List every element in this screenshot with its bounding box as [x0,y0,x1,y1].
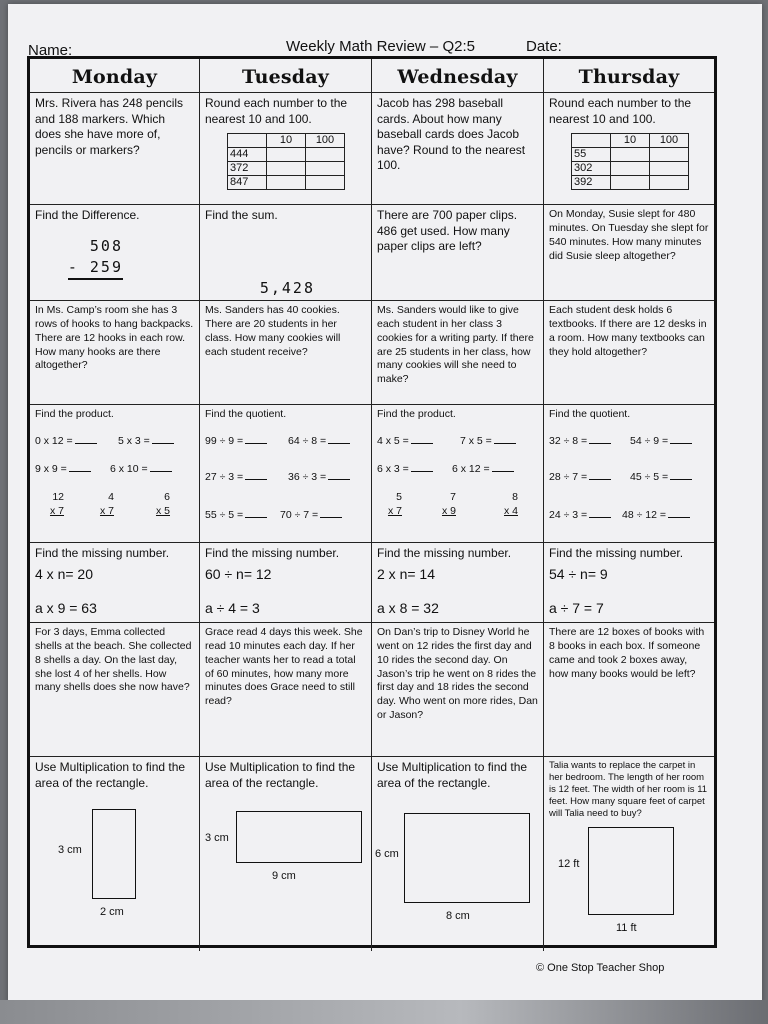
fact: 32 ÷ 8 = [549,435,588,447]
day-header-tuesday: Tuesday [200,59,372,93]
addition-problem [205,236,315,301]
answer-blank[interactable] [150,471,172,472]
answer-blank[interactable] [494,443,516,444]
problem-mon-2 [30,205,200,301]
missing-tue [200,543,372,623]
rectangle-figure [404,813,530,903]
equation: a x 8 = 32 [377,600,439,616]
table-row-label: 302 [572,162,611,176]
day-header-monday: Monday [30,59,200,93]
fact: 24 ÷ 3 = [549,509,588,521]
table-row-label: 55 [572,148,611,162]
copyright-footer: © One Stop Teacher Shop [536,962,665,974]
answer-blank[interactable] [245,443,267,444]
area-thu [544,757,714,951]
name-label: Name: [28,42,73,59]
problem-text: Grace read 4 days this week. She read 10 minutes each day. If her teacher wants her to read a total of 60 minutes, how many more minutes does Grace need to still read? [205,626,363,708]
problem-mon-6 [30,623,200,757]
problem-text: Find the sum. [205,208,278,222]
fact: 6 x 12 = [452,463,490,475]
fact: 54 ÷ 9 = [630,435,669,447]
table-header: 100 [650,134,689,148]
fact: 55 ÷ 5 = [205,509,244,521]
fact-line [35,463,91,477]
problem-text: There are 700 paper clips. 486 get used. How many paper clips are left? [377,208,518,254]
problem-text: Find the missing number. [205,546,340,560]
answer-cell[interactable] [306,148,345,162]
answer-cell[interactable] [650,176,689,190]
side-length-label: 12 ft [558,858,580,870]
fact-line [630,471,692,485]
answer-cell[interactable] [611,176,650,190]
problem-text: Find the missing number. [377,546,512,560]
subtrahend: - 259 [68,257,123,280]
answer-cell[interactable] [306,162,345,176]
answer-blank[interactable] [589,517,611,518]
problem-text: Round each number to the nearest 10 and 100. [205,96,348,126]
facts-thu [544,405,714,543]
problem-text: Use Multiplication to find the area of the rectangle. [205,760,356,790]
factor: x 7 [99,505,114,518]
fact-line [622,509,690,523]
rectangle-figure [236,811,362,863]
fact: 64 ÷ 8 = [288,435,327,447]
side-length-label: 3 cm [205,832,229,844]
equation: a ÷ 4 = 3 [205,600,260,616]
table-row-label: 392 [572,176,611,190]
table-header: 10 [611,134,650,148]
missing-wed [372,543,544,623]
answer-blank[interactable] [69,471,91,472]
problem-wed-1 [372,93,544,205]
fact-line [549,471,611,485]
fact: 9 x 9 = [35,463,67,475]
table-row-label: 372 [228,162,267,176]
answer-cell[interactable] [650,148,689,162]
rounding-table [227,133,345,190]
problem-text: Find the missing number. [549,546,684,560]
fact: 4 x 5 = [377,435,409,447]
answer-cell[interactable] [650,162,689,176]
fact-line [549,509,611,523]
area-tue [200,757,372,951]
stacked-fact [498,490,518,518]
fact: 70 ÷ 7 = [280,509,319,521]
fact-line [549,435,611,449]
problem-wed-2 [372,205,544,301]
equation: 54 ÷ n= 9 [549,566,608,582]
equation: 60 ÷ n= 12 [205,566,272,582]
problem-text: Use Multiplication to find the area of the rectangle. [35,760,186,790]
fact: 48 ÷ 12 = [622,509,667,521]
fact-line [377,435,433,449]
fact-line [452,463,514,477]
fact: 7 x 5 = [460,435,492,447]
answer-blank[interactable] [411,471,433,472]
problem-text: Each student desk holds 6 textbooks. If there are 12 desks in a room. How many textbooks can they hold altogether? [549,304,707,358]
problem-text: On Dan’s trip to Disney World he went on 12 rides the first day and 10 rides the second day. On Jason’s trip he went on 8 rides the first day and 18 rides the second day. Who went on more rides, Dan or Jason? [377,626,538,722]
factor: x 7 [387,505,402,518]
problem-text: There are 12 boxes of books with 8 books in each box. If someone came and took 2 boxes away, how many books would be left? [549,626,705,680]
side-length-label: 6 cm [375,848,399,860]
equation: a x 9 = 63 [35,600,97,616]
fact-line [205,471,267,485]
problem-tue-1 [200,93,372,205]
table-header: 10 [267,134,306,148]
answer-blank[interactable] [668,517,690,518]
answer-blank[interactable] [152,443,174,444]
subtraction-problem [35,236,123,280]
stacked-fact [382,490,402,518]
fact: 28 ÷ 7 = [549,471,588,483]
problem-tue-2 [200,205,372,301]
problem-text: Use Multiplication to find the area of the rectangle. [377,760,528,790]
answer-blank[interactable] [589,479,611,480]
fact: 99 ÷ 9 = [205,435,244,447]
fact: 27 ÷ 3 = [205,471,244,483]
stacked-fact [436,490,456,518]
factor: 12 [52,491,64,503]
rectangle-figure [92,809,136,899]
problem-text: Round each number to the nearest 10 and 100. [549,96,692,126]
answer-blank[interactable] [245,479,267,480]
fact-line [110,463,172,477]
rectangle-figure [588,827,674,915]
fact: 6 x 3 = [377,463,409,475]
stacked-fact [94,490,114,518]
problem-text: Find the missing number. [35,546,170,560]
problem-text: For 3 days, Emma collected shells at the beach. She collected 8 shells a day. On the last day, she lost 4 of her shells. How many shells does she now have? [35,626,192,694]
problem-thu-6 [544,623,714,757]
answer-cell[interactable] [267,148,306,162]
table-header: 100 [306,134,345,148]
problem-tue-3 [200,301,372,405]
answer-cell[interactable] [306,176,345,190]
problem-wed-3 [372,301,544,405]
missing-thu [544,543,714,623]
problem-text: Ms. Sanders would like to give each student in her class 3 cookies for a writing party. If there are 25 students in her class, how many cookies will she need to make? [377,304,534,386]
factor: x 4 [503,505,518,518]
worksheet-title: Weekly Math Review – Q2:5 [286,38,475,55]
answer-blank[interactable] [589,443,611,444]
problem-text: In Ms. Camp’s room she has 3 rows of hooks to hang backpacks. There are 12 hooks in each row. How many hooks are there altogether? [35,304,194,372]
day-header-wednesday: Wednesday [372,59,544,93]
minuend: 508 [89,236,123,255]
fact: 45 ÷ 5 = [630,471,669,483]
factor: x 7 [49,505,64,518]
fact: 5 x 3 = [118,435,150,447]
desk-surface [0,1000,768,1024]
problem-text: Find the quotient. [549,408,631,420]
factor: 7 [450,491,456,503]
fact-line [460,435,516,449]
fact-line [205,435,267,449]
bottom-length-label: 11 ft [616,922,637,934]
problem-mon-1 [30,93,200,205]
answer-blank[interactable] [75,443,97,444]
area-mon [30,757,200,951]
equation: 2 x n= 14 [377,566,435,582]
factor: x 9 [441,505,456,518]
day-header-thursday: Thursday [544,59,714,93]
problem-text: Jacob has 298 baseball cards. About how many baseball cards does Jacob have? Round to the nearest 100. [377,96,526,173]
factor: 8 [512,491,518,503]
problem-thu-1 [544,93,714,205]
answer-cell[interactable] [611,162,650,176]
factor: x 5 [155,505,170,518]
equation: 4 x n= 20 [35,566,93,582]
equation: a ÷ 7 = 7 [549,600,604,616]
addend-top: 5,428 [259,278,315,297]
bottom-length-label: 9 cm [272,870,296,882]
rounding-table [571,133,689,190]
factor: 4 [108,491,114,503]
table-row-label: 444 [228,148,267,162]
side-length-label: 3 cm [58,844,82,856]
missing-mon [30,543,200,623]
facts-mon [30,405,200,543]
fact: 6 x 10 = [110,463,148,475]
answer-blank[interactable] [328,479,350,480]
problem-text: Find the Difference. [35,208,140,222]
problem-text: Ms. Sanders has 40 cookies. There are 20 students in her class. How many cookies will each student receive? [205,304,341,358]
problem-text: Find the quotient. [205,408,287,420]
problem-text: Mrs. Rivera has 248 pencils and 188 markers. Which does she have more of, pencils or markers? [35,96,184,157]
stacked-fact [150,490,170,518]
answer-blank[interactable] [328,443,350,444]
answer-blank[interactable] [670,443,692,444]
answer-cell[interactable] [267,176,306,190]
fact-line [288,471,350,485]
problem-text: Find the product. [35,408,114,420]
answer-blank[interactable] [411,443,433,444]
fact-line [377,463,433,477]
answer-blank[interactable] [670,479,692,480]
problem-thu-3 [544,301,714,405]
bottom-length-label: 2 cm [100,906,124,918]
problem-mon-3 [30,301,200,405]
problem-text: Find the product. [377,408,456,420]
fact-line [280,509,342,523]
fact: 0 x 12 = [35,435,73,447]
problem-thu-2 [544,205,714,301]
problem-text: On Monday, Susie slept for 480 minutes. On Tuesday she slept for 540 minutes. How many minutes did Susie sleep altogether? [549,208,709,262]
answer-blank[interactable] [320,517,342,518]
factor: 5 [396,491,402,503]
bottom-length-label: 8 cm [446,910,470,922]
stacked-fact [40,490,64,518]
fact-line [35,435,97,449]
fact-line [288,435,350,449]
fact: 36 ÷ 3 = [288,471,327,483]
facts-tue [200,405,372,543]
problem-text: Talia wants to replace the carpet in her bedroom. The length of her room is 12 feet. The width of her room is 11 feet. How many square feet of carpet will Talia need to buy? [549,760,708,819]
factor: 6 [164,491,170,503]
fact-line [630,435,692,449]
fact-line [118,435,174,449]
problem-tue-6 [200,623,372,757]
review-grid [27,56,717,948]
fact-line [205,509,267,523]
answer-blank[interactable] [492,471,514,472]
answer-cell[interactable] [611,148,650,162]
answer-cell[interactable] [267,162,306,176]
table-row-label: 847 [228,176,267,190]
area-wed [372,757,544,951]
facts-wed [372,405,544,543]
answer-blank[interactable] [245,517,267,518]
problem-wed-6 [372,623,544,757]
date-label: Date: [526,38,562,55]
